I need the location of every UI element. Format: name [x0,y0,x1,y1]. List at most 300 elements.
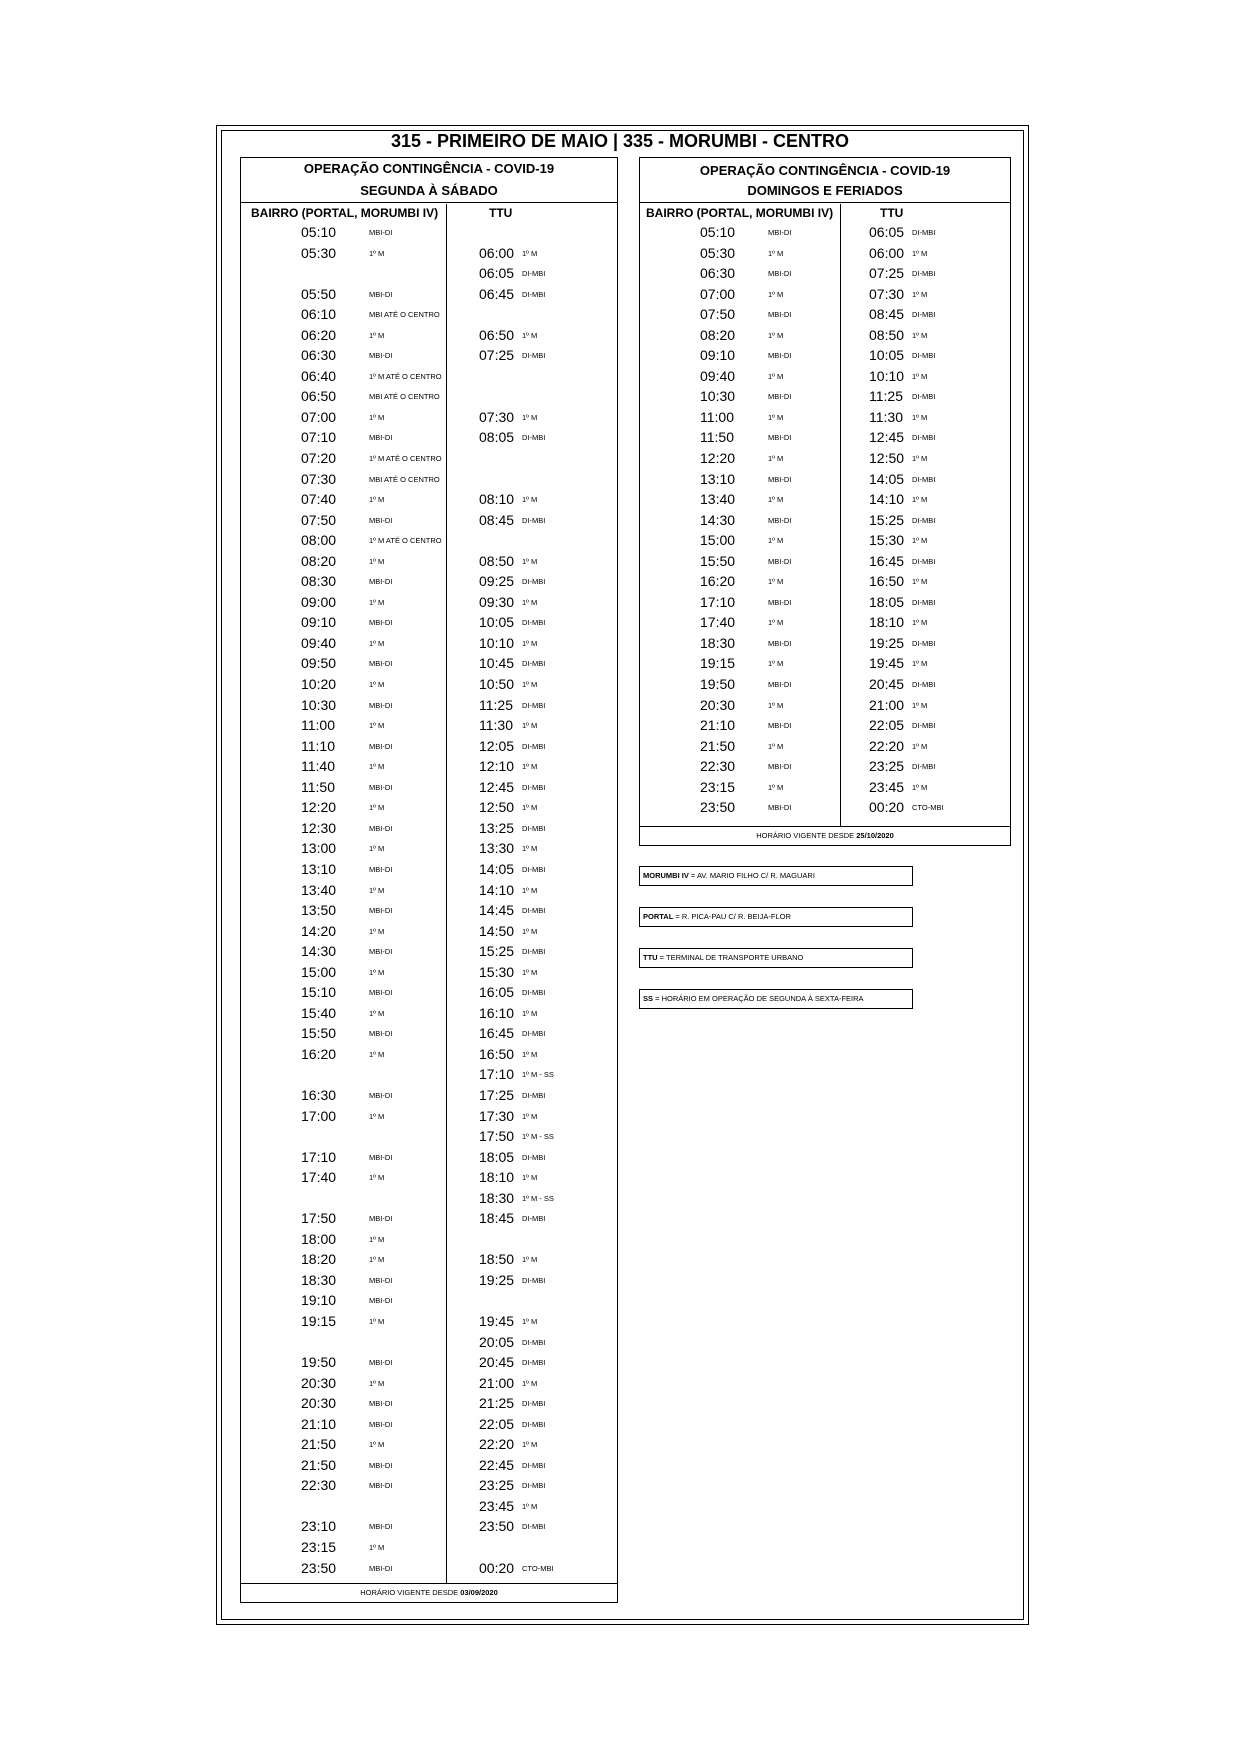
bairro-route: MBI-DI [369,1481,393,1491]
bairro-route: MBI-DI [768,515,792,525]
ttu-route: DI-MBI [522,433,546,443]
ttu-route: DI-MBI [522,1358,546,1368]
bairro-time: 23:15 [700,778,736,795]
bairro-route: MBI-DI [369,1399,393,1409]
sunday-rows [640,222,1010,818]
ttu-time: 08:10 [479,491,515,508]
schedule-row [640,756,1010,777]
ttu-time: 00:20 [479,1559,515,1576]
schedule-row [640,386,1010,407]
ttu-route: 1º M [522,844,538,854]
ttu-time: 10:10 [479,634,515,651]
ttu-time: 22:20 [479,1436,515,1453]
bairro-route: MBI-DI [768,597,792,607]
schedule-row [241,489,617,510]
bairro-route: MBI-DI [768,351,792,361]
ttu-route: DI-MBI [522,741,546,751]
bairro-time: 06:40 [301,367,337,384]
schedule-row [640,551,1010,572]
ttu-route: DI-MBI [522,1399,546,1409]
schedule-row [640,284,1010,305]
bairro-time: 17:00 [301,1107,337,1124]
ttu-time: 12:50 [869,450,905,467]
bairro-time: 10:20 [301,676,337,693]
bairro-time: 09:00 [301,593,337,610]
ttu-route: DI-MBI [522,906,546,916]
legend-portal [639,907,913,927]
bairro-route: 1º M [768,454,784,464]
bairro-route: MBI-DI [369,618,393,628]
ttu-time: 14:10 [479,881,515,898]
bairro-route: MBI-DI [369,1090,393,1100]
ttu-time: 07:30 [479,408,515,425]
ttu-time: 13:30 [479,840,515,857]
bairro-time: 07:50 [700,306,736,323]
bairro-route: 1º M [768,659,784,669]
bairro-route: 1º M [768,700,784,710]
sunday-col-bairro: BAIRRO (PORTAL, MORUMBI IV) [646,206,834,220]
schedule-row [241,1167,617,1188]
schedule-row [241,1126,617,1147]
ttu-route: 1º M [912,741,928,751]
ttu-route: DI-MBI [522,269,546,279]
schedule-row [241,1516,617,1537]
bairro-route: MBI-DI [768,474,792,484]
ttu-time: 18:50 [479,1251,515,1268]
ttu-route: 1º M [912,782,928,792]
schedule-row [241,1106,617,1127]
bairro-time: 05:10 [700,224,736,240]
ttu-time: 23:45 [479,1497,515,1514]
ttu-route: 1º M [522,1255,538,1265]
ttu-time: 06:05 [869,224,905,240]
bairro-route: 1º M [369,721,385,731]
bairro-time: 09:40 [700,367,736,384]
schedule-row [640,448,1010,469]
ttu-route: 1º M - SS [522,1070,554,1080]
ttu-route: DI-MBI [522,947,546,957]
schedule-row [241,366,617,387]
ttu-route: DI-MBI [912,515,936,525]
schedule-row [640,571,1010,592]
ttu-time: 10:05 [869,347,905,364]
bairro-route: MBI-DI [369,1275,393,1285]
sunday-footer-date: 25/10/2020 [856,831,894,840]
ttu-route: 1º M - SS [522,1132,554,1142]
bairro-route: 1º M [369,762,385,772]
ttu-route: DI-MBI [912,351,936,361]
ttu-route: DI-MBI [522,864,546,874]
ttu-time: 23:45 [869,778,905,795]
ttu-route: CTO-MBI [912,803,944,813]
ttu-route: 1º M [912,536,928,546]
bairro-route: MBI-DI [369,1296,393,1306]
schedule-row [241,715,617,736]
bairro-time: 23:50 [301,1559,337,1576]
schedule-row [241,592,617,613]
schedule-row [241,1270,617,1291]
bairro-route: 1º M ATÉ O CENTRO [369,536,442,546]
bairro-time: 12:20 [700,450,736,467]
schedule-row [241,1044,617,1065]
ttu-route: 1º M [912,659,928,669]
schedule-row [241,1393,617,1414]
weekday-footer [241,1583,617,1602]
schedule-row [241,551,617,572]
ttu-time: 23:25 [869,758,905,775]
bairro-route: MBI-DI [369,1029,393,1039]
weekday-schedule-table [240,157,618,1603]
ttu-time: 18:10 [869,614,905,631]
ttu-route: 1º M [522,885,538,895]
ttu-route: 1º M - SS [522,1193,554,1203]
schedule-row [241,1558,617,1579]
bairro-route: MBI-DI [369,289,393,299]
schedule-row [241,1332,617,1353]
schedule-row [241,386,617,407]
bairro-route: 1º M [768,412,784,422]
schedule-row [241,510,617,531]
bairro-route: MBI-DI [369,947,393,957]
bairro-route: 1º M [369,1543,385,1552]
ttu-time: 14:45 [479,902,515,919]
ttu-time: 08:05 [479,429,515,446]
schedule-row [640,777,1010,798]
ttu-time: 07:25 [479,347,515,364]
weekday-col-ttu: TTU [489,206,513,220]
legend-term: PORTAL [643,912,674,921]
ttu-route: DI-MBI [522,1419,546,1429]
bairro-route: MBI-DI [369,351,393,361]
bairro-route: MBI ATÉ O CENTRO [369,474,440,484]
bairro-time: 16:20 [301,1045,337,1062]
ttu-route: 1º M [522,495,538,505]
bairro-route: 1º M [768,536,784,546]
ttu-route: 1º M [522,1111,538,1121]
bairro-time: 13:10 [700,470,736,487]
ttu-time: 17:50 [479,1128,515,1145]
ttu-route: CTO-MBI [522,1563,554,1573]
bairro-route: 1º M [369,803,385,813]
legend-text: = HORÁRIO EM OPERAÇÃO DE SEGUNDA À SEXTA-FEIRA [653,994,864,1003]
ttu-time: 21:00 [869,696,905,713]
ttu-route: 1º M [912,248,928,258]
ttu-time: 21:25 [479,1395,515,1412]
sunday-header-days: DOMINGOS E FERIADOS [640,180,1010,203]
bairro-time: 16:30 [301,1086,337,1103]
bairro-route: 1º M [768,741,784,751]
bairro-time: 13:00 [301,840,337,857]
bairro-time: 08:20 [301,552,337,569]
bairro-time: 17:10 [301,1148,337,1165]
schedule-row [241,448,617,469]
ttu-route: DI-MBI [522,700,546,710]
ttu-time: 06:50 [479,326,515,343]
legend-text: = AV. MARIO FILHO C/ R. MAGUARI [688,871,815,880]
ttu-route: 1º M [912,289,928,299]
schedule-row [640,653,1010,674]
schedule-row [640,612,1010,633]
ttu-route: 1º M [912,577,928,587]
bairro-time: 19:50 [700,676,736,693]
schedule-row [640,243,1010,264]
ttu-time: 20:05 [479,1333,515,1350]
bairro-time: 20:30 [301,1395,337,1412]
ttu-time: 18:05 [479,1148,515,1165]
schedule-row [241,1003,617,1024]
bairro-route: MBI-DI [369,1460,393,1470]
bairro-time: 05:10 [301,224,337,240]
bairro-time: 17:10 [700,593,736,610]
bairro-route: 1º M [768,782,784,792]
bairro-time: 19:15 [301,1312,337,1329]
schedule-row [640,592,1010,613]
ttu-time: 15:25 [869,511,905,528]
schedule-row [640,489,1010,510]
ttu-time: 08:50 [479,552,515,569]
ttu-route: DI-MBI [912,310,936,320]
schedule-row [640,510,1010,531]
schedule-row [241,1475,617,1496]
ttu-time: 20:45 [869,676,905,693]
sunday-col-ttu: TTU [880,206,904,220]
bairro-time: 14:30 [700,511,736,528]
ttu-route: 1º M [522,680,538,690]
weekday-header-operation: OPERAÇÃO CONTINGÊNCIA - COVID-19 [303,161,555,176]
ttu-route: 1º M [912,412,928,422]
bairro-time: 11:50 [301,778,335,795]
ttu-time: 17:30 [479,1107,515,1124]
bairro-route: 1º M [768,495,784,505]
bairro-time: 09:10 [700,347,736,364]
ttu-route: 1º M [522,803,538,813]
bairro-route: MBI-DI [369,1563,393,1573]
ttu-route: 1º M [522,1378,538,1388]
bairro-route: 1º M [369,1378,385,1388]
bairro-route: MBI-DI [768,392,792,402]
bairro-time: 23:15 [301,1539,337,1555]
schedule-row [241,263,617,284]
bairro-route: 1º M [768,248,784,258]
schedule-row [241,653,617,674]
bairro-route: 1º M [369,638,385,648]
bairro-time: 17:40 [700,614,736,631]
ttu-time: 19:25 [869,634,905,651]
schedule-row [640,736,1010,757]
bairro-route: MBI-DI [369,864,393,874]
ttu-route: DI-MBI [522,1214,546,1224]
bairro-time: 07:50 [301,511,337,528]
bairro-route: 1º M [369,1008,385,1018]
bairro-route: MBI-DI [369,659,393,669]
bairro-time: 15:00 [301,963,337,980]
ttu-time: 22:20 [869,737,905,754]
ttu-time: 07:25 [869,265,905,282]
bairro-time: 18:30 [301,1271,337,1288]
schedule-row [640,469,1010,490]
ttu-route: DI-MBI [522,1460,546,1470]
schedule-row [241,633,617,654]
ttu-route: DI-MBI [522,1152,546,1162]
bairro-time: 07:10 [301,429,337,446]
ttu-route: 1º M [912,618,928,628]
ttu-time: 19:45 [479,1312,515,1329]
ttu-time: 13:25 [479,819,515,836]
ttu-route: DI-MBI [522,1029,546,1039]
bairro-time: 06:30 [700,265,736,282]
ttu-time: 12:10 [479,758,515,775]
bairro-time: 16:20 [700,573,736,590]
schedule-row [640,715,1010,736]
ttu-time: 14:05 [869,470,905,487]
ttu-route: DI-MBI [522,515,546,525]
legend-text: = R. PICA-PAU C/ R. BEIJA-FLOR [673,912,791,921]
bairro-time: 06:50 [301,388,337,405]
schedule-row [241,1188,617,1209]
bairro-route: 1º M [369,885,385,895]
ttu-route: DI-MBI [522,823,546,833]
ttu-time: 15:25 [479,943,515,960]
bairro-time: 12:30 [301,819,337,836]
ttu-time: 09:30 [479,593,515,610]
ttu-route: 1º M [522,926,538,936]
schedule-row [241,530,617,551]
ttu-route: 1º M [522,412,538,422]
ttu-route: DI-MBI [912,721,936,731]
bairro-route: 1º M [369,1234,385,1244]
schedule-row [241,1414,617,1435]
schedule-row [241,1085,617,1106]
schedule-row [241,674,617,695]
schedule-row [241,859,617,880]
schedule-row [241,469,617,490]
bairro-time: 10:30 [700,388,736,405]
ttu-time: 16:10 [479,1004,515,1021]
bairro-time: 06:10 [301,306,337,323]
bairro-time: 05:50 [301,285,337,302]
legend-term: TTU [643,953,658,962]
bairro-time: 17:40 [301,1169,337,1186]
ttu-route: 1º M [522,967,538,977]
ttu-route: 1º M [522,1173,538,1183]
bairro-route: 1º M [369,556,385,566]
bairro-route: 1º M [369,495,385,505]
bairro-time: 15:10 [301,984,337,1001]
ttu-route: DI-MBI [522,1522,546,1532]
schedule-row [640,695,1010,716]
bairro-time: 21:50 [700,737,736,754]
schedule-row [241,695,617,716]
bairro-time: 15:40 [301,1004,337,1021]
bairro-time: 21:10 [301,1415,337,1432]
bairro-route: 1º M [369,1173,385,1183]
ttu-route: 1º M [912,700,928,710]
ttu-time: 14:05 [479,860,515,877]
schedule-row [640,222,1010,243]
bairro-time: 19:10 [301,1292,337,1309]
schedule-row [640,304,1010,325]
ttu-time: 17:10 [479,1066,515,1083]
schedule-row [241,1249,617,1270]
ttu-route: 1º M [522,762,538,772]
legend-ttu [639,948,913,968]
bairro-time: 12:20 [301,799,337,816]
ttu-time: 06:00 [869,244,905,261]
schedule-row [241,1023,617,1044]
ttu-time: 18:30 [479,1189,515,1206]
bairro-time: 15:50 [700,552,736,569]
bairro-route: 1º M [369,844,385,854]
ttu-time: 22:05 [479,1415,515,1432]
ttu-route: 1º M [522,597,538,607]
ttu-route: 1º M [522,1049,538,1059]
bairro-time: 07:00 [700,285,736,302]
ttu-route: DI-MBI [522,1275,546,1285]
schedule-row [241,1434,617,1455]
schedule-row [241,777,617,798]
ttu-time: 11:30 [869,408,903,425]
ttu-time: 23:50 [479,1518,515,1535]
schedule-row [241,818,617,839]
ttu-time: 10:05 [479,614,515,631]
schedule-row [241,1311,617,1332]
schedule-row [640,345,1010,366]
bairro-time: 11:10 [301,737,335,754]
bairro-time: 21:50 [301,1456,337,1473]
bairro-route: 1º M [369,597,385,607]
ttu-time: 17:25 [479,1086,515,1103]
bairro-time: 17:50 [301,1210,337,1227]
bairro-route: MBI ATÉ O CENTRO [369,310,440,320]
bairro-route: 1º M [369,1316,385,1326]
schedule-row [241,325,617,346]
legend-morumbi [639,866,913,886]
legend-term: SS [643,994,654,1003]
bairro-route: MBI-DI [369,433,393,443]
ttu-route: DI-MBI [912,392,936,402]
bairro-route: 1º M [369,330,385,340]
schedule-row [241,1352,617,1373]
schedule-row [640,325,1010,346]
schedule-row [640,797,1010,818]
ttu-time: 19:45 [869,655,905,672]
bairro-time: 15:00 [700,532,736,549]
bairro-route: MBI-DI [369,741,393,751]
schedule-row [241,427,617,448]
bairro-route: 1º M ATÉ O CENTRO [369,371,442,381]
schedule-row [640,674,1010,695]
bairro-time: 13:10 [301,860,337,877]
ttu-route: 1º M [912,495,928,505]
bairro-time: 20:30 [301,1374,337,1391]
ttu-time: 16:50 [479,1045,515,1062]
schedule-row [241,900,617,921]
ttu-route: 1º M [912,330,928,340]
schedule-row [241,345,617,366]
ttu-route: 1º M [522,1440,538,1450]
weekday-rows [241,222,617,1578]
schedule-row [640,366,1010,387]
schedule-row [241,243,617,264]
bairro-route: 1º M [768,371,784,381]
ttu-time: 06:05 [479,265,515,282]
schedule-row [241,1496,617,1517]
ttu-time: 09:25 [479,573,515,590]
bairro-route: MBI-DI [369,577,393,587]
ttu-time: 08:45 [479,511,515,528]
weekday-header-days: SEGUNDA À SÁBADO [241,180,617,203]
bairro-time: 09:10 [301,614,337,631]
